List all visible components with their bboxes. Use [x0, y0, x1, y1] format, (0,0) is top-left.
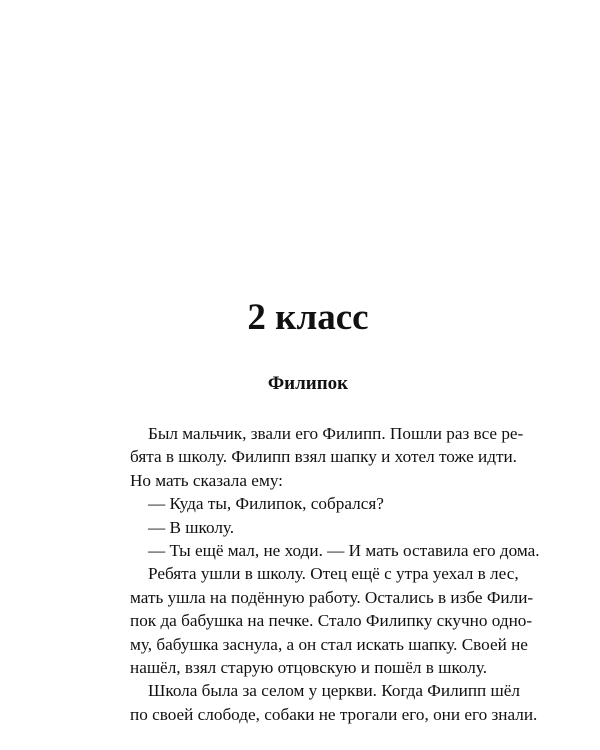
chapter-title: 2 класс: [247, 297, 369, 338]
text-line: Но мать сказала ему:: [130, 470, 283, 490]
text-line: мать ушла на подённую работу. Остались в избе Фили-: [130, 587, 534, 607]
text-line: Был мальчик, звали его Филипп. Пошли раз все ре-: [148, 424, 524, 443]
story-body: [130, 422, 540, 726]
text-line: — В школу.: [148, 517, 235, 537]
text-line: Ребята ушли в школу. Отец ещё с утра уехал в лес,: [148, 564, 519, 584]
text-line: нашёл, взял старую отцовскую и пошёл в школу.: [130, 657, 488, 677]
text-line: — Ты ещё мал, не ходи. — И мать оставила его дома.: [148, 540, 540, 560]
text-line: Школа была за селом у церкви. Когда Филипп шёл: [148, 681, 520, 701]
story-title: Филипок: [267, 373, 349, 394]
text-line: по своей слободе, собаки не трогали его, они его знали.: [130, 704, 538, 724]
text-line: бята в школу. Филипп взял шапку и хотел тоже идти.: [130, 447, 517, 467]
text-line: му, бабушка заснула, а он стал искать шапку. Своей не: [130, 634, 528, 654]
text-line: пок да бабушка на печке. Стало Филипку скучно одно-: [130, 611, 533, 631]
text-line: — Куда ты, Филипок, собрался?: [148, 494, 384, 514]
